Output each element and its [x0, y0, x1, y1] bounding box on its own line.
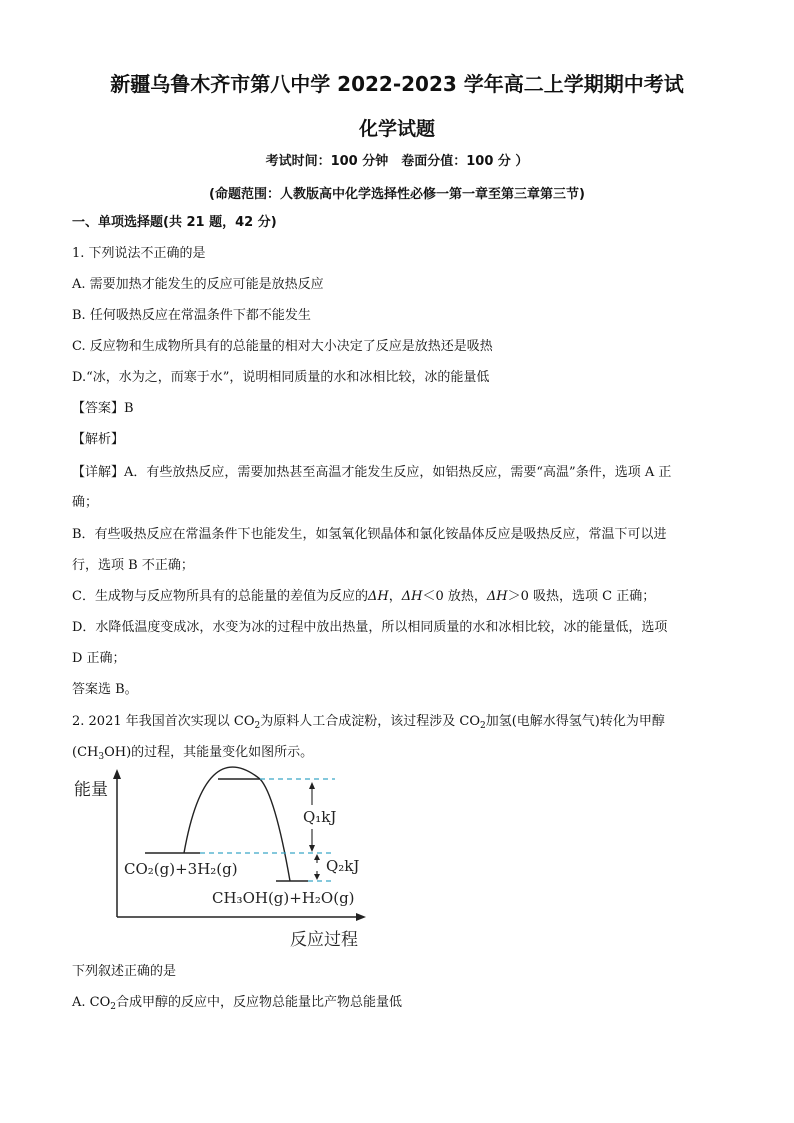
analysis-label: 【解析】	[72, 432, 125, 447]
detail-b-line1: B．有些吸热反应在常温条件下也能发生，如氢氧化钡晶体和氯化铵晶体反应是吸热反应，常温下可以进	[72, 527, 667, 542]
q2-option-a-part: A. CO	[72, 995, 111, 1010]
energy-diagram	[60, 765, 380, 955]
q1-label: Q₁kJ	[303, 808, 337, 826]
q1-conclusion: 答案选 B。	[72, 682, 138, 697]
detail-d-line1: D．水降低温度变成冰，水变为冰的过程中放出热量，所以相同质量的水和冰相比较，冰的能量低，选项	[72, 620, 668, 635]
q1-stem: 1. 下列说法不正确的是	[72, 246, 206, 261]
q1-option-a: A. 需要加热才能发生的反应可能是放热反应	[72, 277, 324, 292]
subscript: 3	[98, 752, 105, 762]
detail-b-line2: 行，选项 B 不正确；	[72, 558, 194, 573]
q2-stem-line1	[72, 713, 722, 731]
q1-arrowhead-up	[309, 782, 315, 789]
detail-c-text: C．生成物与反应物所具有的总能量的差值为反应的	[72, 589, 368, 604]
x-axis-label: 反应过程	[290, 930, 358, 950]
detail-label: 【详解】	[72, 465, 125, 480]
delta-h-symbol: ΔH	[486, 589, 508, 604]
answer-value: B	[124, 401, 134, 416]
exam-scope: (命题范围：人教版高中化学选择性必修一第一章至第三章第三节)	[209, 187, 585, 202]
q2-option-a-part: 合成甲醇的反应中，反应物总能量比产物总能量低	[116, 995, 403, 1010]
detail-c-comma: ，	[388, 589, 402, 604]
detail-a-line1	[72, 464, 722, 482]
product-label: CH₃OH(g)+H₂O(g)	[212, 889, 355, 907]
q2-stem-part: 加氢(电解水得氢气)转化为甲醇	[485, 714, 665, 729]
subscript: 2	[254, 721, 261, 731]
detail-a-text: A．有些放热反应，需要加热甚至高温才能发生反应，如铝热反应，需要“高温”条件，选项 A 正	[124, 465, 672, 480]
answer-label: 【答案】	[72, 401, 125, 416]
q1-arrowhead-down	[309, 845, 315, 852]
q1-option-c: C. 反应物和生成物所具有的总能量的相对大小决定了反应是放热还是吸热	[72, 339, 493, 354]
q2-question: 下列叙述正确的是	[72, 964, 177, 979]
x-axis-arrow	[356, 913, 366, 921]
subscript: 2	[110, 1002, 116, 1012]
section-heading: 一、单项选择题(共 21 题，42 分)	[72, 215, 277, 230]
q2-stem-part: (CH	[72, 745, 99, 760]
detail-c-line	[72, 588, 722, 606]
q2-stem-part: 2. 2021 年我国首次实现以 CO	[72, 714, 255, 729]
y-axis-label: 能量	[74, 780, 108, 800]
exam-info: 考试时间：100 分钟 卷面分值：100 分 ）	[265, 154, 529, 169]
q2-stem-part: 为原料人工合成淀粉，该过程涉及 CO	[260, 714, 480, 729]
q1-option-d: D.“冰，水为之，而寒于水”，说明相同质量的水和冰相比较，冰的能量低	[72, 370, 490, 385]
delta-h-symbol: ΔH	[401, 589, 423, 604]
detail-d-line2: D 正确；	[72, 651, 126, 666]
subscript: 2	[479, 721, 486, 731]
y-axis-arrow	[113, 769, 121, 779]
reactant-label: CO₂(g)+3H₂(g)	[124, 860, 238, 878]
q1-answer	[72, 400, 722, 418]
q2-arrowhead-down	[314, 874, 320, 880]
detail-a-line2: 确；	[72, 495, 99, 510]
detail-c-endo: ＞0 吸热，选项 C 正确；	[507, 589, 656, 604]
q2-arrowhead-up	[314, 854, 320, 860]
q2-stem-part: OH)的过程，其能量变化如图所示。	[104, 745, 314, 760]
subject-title: 化学试题	[358, 118, 435, 140]
exam-title: 新疆乌鲁木齐市第八中学 2022-2023 学年高二上学期期中考试	[110, 72, 684, 96]
q1-option-b: B. 任何吸热反应在常温条件下都不能发生	[72, 308, 311, 323]
q2-stem-line2	[72, 744, 722, 762]
delta-h-symbol: ΔH	[367, 589, 389, 604]
q2-option-a	[72, 994, 722, 1012]
detail-c-exo: ＜0 放热，	[422, 589, 487, 604]
q2-label: Q₂kJ	[326, 857, 360, 875]
